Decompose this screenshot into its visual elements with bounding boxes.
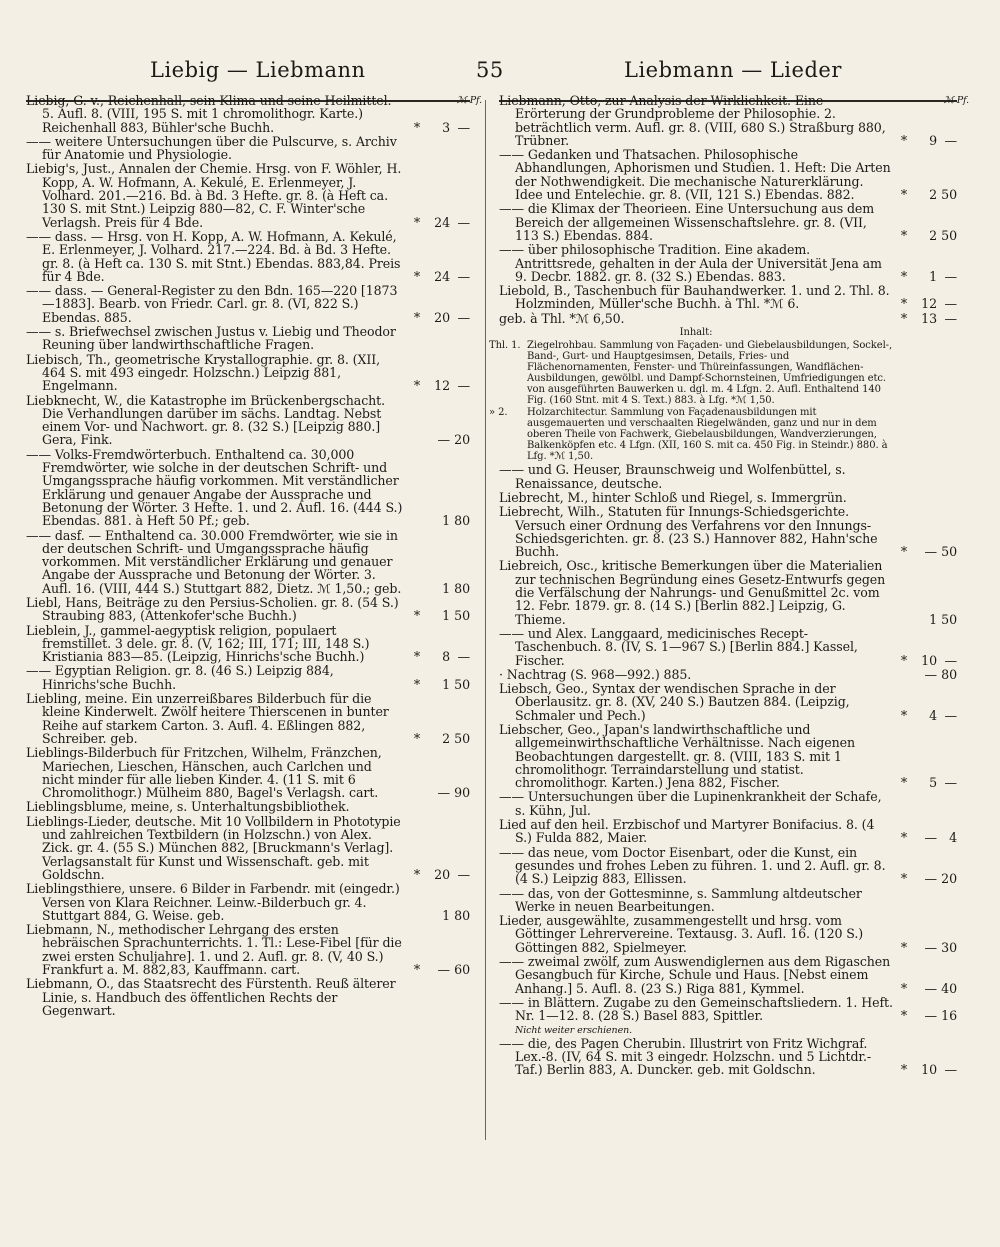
price-pf-amount: —: [944, 1062, 957, 1078]
price-mark: *: [413, 378, 421, 394]
entry-text: —— dass. — General-Register zu den Bdn. 165—220 [1873—1883]. Bearb. von Friedr. Carl. gr. 8. (VI, 822 S.) Ebendas. 885.: [26, 283, 398, 325]
header-right: Liebmann — Lieder: [624, 58, 842, 82]
entry-price: [408, 514, 470, 527]
contents-text: Ziegelrohbau. Sammlung von Façaden- und Giebelausbildungen, Sockel-, Band-, Gurt- und Hauptgesimsen, Details, Fries- und Flächenornamenten, Fenster- und Thüreinfassungen, Wandflächen-Ausbildungen, gewölbl. und Dampf-Schornsteinen, Umfriedigungen etc. von ausgeführten Bauwerken u. dgl. m. 4 Lfgn. 2. Aufl. Enthaltend 140 Fig. (160 Stnt. mit 4 S. Text.) 883. à Lfg. *ℳ 1,50.: [527, 340, 893, 407]
catalog-entry: [499, 723, 957, 789]
entry-text: —— die, des Pagen Cherubin. Illustrirt von Fritz Wichgraf. Lex.-8. (IV, 64 S. mit 3 eingedr. Holzschn. und 5 Lichtdr.-Taf.) Berlin 883, A. Duncker. geb. mit Goldschn.: [499, 1035, 872, 1078]
entry-price: [895, 270, 957, 283]
price-mark-amount: 13: [921, 310, 937, 326]
entry-price: [408, 121, 470, 134]
entry-price: [408, 800, 470, 813]
entry-text: Liebrecht, Wilh., Statuten für Innungs-Schiedsgerichte. Versuch einer Ordnung des Verfahrens vor den Innungs-Schiedsgerichten. gr. 8. (23 S.) Hannover 882, Hahn'sche Buchh.: [499, 504, 878, 560]
entry-text: Lieblingsthiere, unsere. 6 Bilder in Farbendr. mit (eingedr.) Versen von Klara Reichner. Leinw.-Bilderbuch gr. 4. Stuttgart 884, G. Weise. geb.: [26, 881, 400, 923]
catalog-entry: [26, 977, 470, 1017]
entry-price: [408, 270, 470, 283]
entry-text: Liebsch, Geo., Syntax der wendischen Sprache in der Oberlausitz. gr. 8. (XV, 240 S.) Bautzen 884. (Leipzig, Schmaler und Pech.): [499, 681, 850, 723]
entry-text: geb. à Thl. *ℳ 6,50.: [499, 310, 625, 326]
entry-text: —— Egyptian Religion. gr. 8. (46 S.) Leipzig 884, Hinrichs'sche Buchh.: [26, 663, 334, 692]
price-mark-amount: —: [924, 1008, 937, 1024]
price-pf-amount: 80: [454, 907, 470, 923]
entry-text: Lieder, ausgewählte, zusammengestellt und hrsg. vom Göttinger Lehrervereine. Textausg. 3. Aufl. 16. (120 S.) Göttingen 882, Spielmeyer.: [499, 913, 864, 955]
catalog-entry: [26, 448, 470, 528]
entry-price: [895, 545, 957, 558]
catalog-entry: [26, 325, 470, 352]
price-pf-amount: 80: [454, 580, 470, 596]
price-pf-amount: 50: [454, 608, 470, 624]
price-mark-amount: 2: [442, 730, 450, 746]
entry-text: Liebig's, Just., Annalen der Chemie. Hrsg. von F. Wöhler, H. Kopp, A. W. Hofmann, A. Kekulé, E. Erlenmeyer, J. Volhard. 201.—216. Bd. à Bd. 3 Hefte. gr. 8. (à Heft ca. 130 S. mit Stnt.) Leipzig 880—82, C. F. Winter'sche Verlagsh. Preis für 4 Bde.: [26, 161, 402, 230]
price-mark: *: [413, 649, 421, 665]
entry-text: —— Gedanken und Thatsachen. Philosophische Abhandlungen, Aphorismen und Studien. 1. Heft: Die Arten der Nothwendigkeit. Die mechanische Naturerklärung. Idee und Entelechie. gr. 8. (VII, 121 S.) Ebendas. 882.: [499, 147, 891, 203]
catalog-entry: [26, 94, 470, 134]
entry-text: Liebmann, Otto, zur Analysis der Wirklichkeit. Eine Erörterung der Grundprobleme der Philosophie. 2. beträchtlich verm. Aufl. gr. 8. (VIII, 680 S.) Straßburg 880, Trübner.: [499, 93, 886, 148]
catalog-entry: [26, 923, 470, 976]
price-mark-amount: 10: [921, 652, 937, 668]
entry-price: [895, 1009, 957, 1022]
price-pf-amount: —: [457, 214, 470, 230]
price-mark: *: [900, 544, 908, 560]
price-mark-amount: —: [924, 939, 937, 955]
price-mark: *: [413, 730, 421, 746]
entry-price: [408, 338, 470, 351]
price-pf-amount: —: [944, 296, 957, 312]
entry-price: [408, 433, 470, 446]
price-mark: *: [413, 608, 421, 624]
left-column: [26, 93, 482, 1018]
price-pf-amount: —: [457, 119, 470, 135]
price-mark-amount: 5: [929, 775, 937, 791]
price-mark-amount: —: [437, 785, 450, 801]
entry-text: Liebig, G. v., Reichenhall, sein Klima und seine Heilmittel. 5. Aufl. 8. (VIII, 195 S. mit 1 chromolithogr. Karte.) Reichenhall 883, Bühler'sche Buchh.: [26, 93, 392, 135]
catalog-entry: [26, 353, 470, 393]
currency-label-left: ℳ Pf.: [456, 95, 482, 106]
entry-text: —— und G. Heuser, Braunschweig und Wolfenbüttel, s. Renaissance, deutsche.: [499, 462, 846, 491]
price-mark: *: [900, 296, 908, 312]
entry-price: [895, 312, 957, 325]
entry-price: [408, 1004, 470, 1017]
entry-price: [895, 668, 957, 681]
price-pf-amount: —: [944, 652, 957, 668]
entry-text: —— die Klimax der Theorieen. Eine Untersuchung aus dem Bereich der allgemeinen Wissenschaftslehre. gr. 8. (VII, 113 S.) Ebendas. 884.: [499, 201, 875, 243]
entry-price: [408, 786, 470, 799]
price-pf-amount: 16: [941, 1008, 957, 1024]
entry-price: [895, 188, 957, 201]
entry-price: [408, 148, 470, 161]
price-pf-amount: 80: [454, 513, 470, 529]
entry-price: [895, 491, 957, 504]
entry-text: Liebrecht, M., hinter Schloß und Riegel, s. Immergrün.: [499, 489, 847, 505]
price-mark-amount: 1: [929, 611, 937, 627]
price-mark-amount: 12: [434, 378, 450, 394]
catalog-entry: [499, 914, 957, 954]
entry-price: [895, 654, 957, 667]
price-pf-amount: 40: [941, 980, 957, 996]
price-mark: *: [900, 132, 908, 148]
price-pf-amount: 30: [941, 939, 957, 955]
catalog-entry: [499, 996, 957, 1023]
price-mark: *: [900, 939, 908, 955]
entry-text: —— dasf. — Enthaltend ca. 30.000 Fremdwörter, wie sie in der deutschen Schrift- und Umgangssprache häufig vorkommen. Mit verständlicher Erklärung und genauer Angabe der Aussprache und Betonung der Wörter. 3. Aufl. 16. (VIII, 444 S.) Stuttgart 882, Dietz. ℳ 1,50.; geb.: [26, 527, 402, 596]
entry-price: [408, 963, 470, 976]
entry-text: —— s. Briefwechsel zwischen Justus v. Liebig und Theodor Reuning über landwirthschaftliche Fragen.: [26, 324, 396, 353]
price-mark: *: [900, 268, 908, 284]
catalog-entry: [26, 230, 470, 283]
entry-text: Liebmann, O., das Staatsrecht des Fürstenth. Reuß älterer Linie, s. Handbuch des öffentlichen Rechts der Gegenwart.: [26, 976, 396, 1018]
entry-price: [408, 732, 470, 745]
catalog-entry: [499, 1037, 957, 1077]
entry-price: [895, 982, 957, 995]
entry-price: [895, 831, 957, 844]
price-pf-amount: —: [457, 866, 470, 882]
catalog-entry: [499, 790, 957, 817]
catalog-entry: [499, 243, 957, 283]
price-mark-amount: —: [924, 666, 937, 682]
right-column: [489, 93, 969, 1078]
price-mark-amount: 1: [442, 580, 450, 596]
price-mark-amount: 1: [442, 608, 450, 624]
entry-price: [895, 477, 957, 490]
price-pf-amount: —: [944, 268, 957, 284]
entry-text: · Nachtrag (S. 968—992.) 885.: [499, 666, 692, 682]
price-mark-amount: 12: [921, 296, 937, 312]
entry-text: Lied auf den heil. Erzbischof und Martyrer Bonifacius. 8. (4 S.) Fulda 882, Maier.: [499, 817, 875, 846]
price-mark-amount: 20: [434, 866, 450, 882]
entry-price: [895, 1063, 957, 1076]
price-mark-amount: 24: [434, 268, 450, 284]
entry-text: Liebisch, Th., geometrische Krystallographie. gr. 8. (XII, 464 S. mit 493 eingedr. Holzschn.) Leipzig 881, Engelmann.: [26, 351, 380, 394]
price-mark-amount: 24: [434, 214, 450, 230]
price-mark: *: [900, 187, 908, 203]
price-mark-amount: 1: [929, 268, 937, 284]
price-pf-amount: 50: [941, 611, 957, 627]
price-pf-amount: —: [944, 132, 957, 148]
entry-text: Liebscher, Geo., Japan's landwirthschaftliche und allgemeinwirthschaftliche Verhältnisse. Nach eigenen Beobachtungen dargestellt. gr. 8. (VIII, 183 S. mit 1 chromolithogr. Terraindarstellung und statist. chromolithogr. Karten.) Jena 882, Fischer.: [499, 721, 855, 791]
price-mark-amount: —: [924, 830, 937, 846]
catalog-entry: [499, 955, 957, 995]
entry-text: —— das neue, vom Doctor Eisenbart, oder die Kunst, ein gesundes und frohes Leben zu führen. 1. und 2. Aufl. gr. 8. (4 S.) Leipzig 883, Ellissen.: [499, 844, 886, 887]
catalog-entry: [26, 800, 470, 813]
catalog-entry: [26, 692, 470, 745]
catalog-entry: [499, 668, 957, 681]
entry-text: —— zweimal zwölf, zum Auswendiglernen aus dem Rigaschen Gesangbuch für Kirche, Schule und Haus. [Nebst einem Anhang.] 5. Aufl. 8. (23 S.) Riga 881, Kymmel.: [499, 954, 891, 996]
entry-text: —— Volks-Fremdwörterbuch. Enthaltend ca. 30,000 Fremdwörter, wie solche in der deutschen Schrift- und Umgangssprache häufig vorkommen. Mit verständlicher Erklärung und genauer Angabe der Aussprache und Betonung der Wörter. 3 Hefte. 1. und 2. Aufl. 16. (444 S.) Ebendas. 881. à Heft 50 Pf.; geb.: [26, 446, 403, 529]
price-pf-amount: 4: [949, 830, 957, 846]
catalog-entry: [499, 887, 957, 914]
entry-price: [895, 804, 957, 817]
entry-price: [895, 872, 957, 885]
entry-price: [895, 941, 957, 954]
price-mark-amount: 8: [442, 649, 450, 665]
price-pf-amount: —: [457, 309, 470, 325]
entry-text: Liebling, meine. Ein unzerreißbares Bilderbuch für die kleine Kinderwelt. Zwölf heitere Thierscenen in bunter Reihe auf starkem Carton. 3. Aufl. 4. Eßlingen 882, Schreiber. geb.: [26, 691, 389, 746]
catalog-entry: [499, 312, 957, 325]
entry-text: —— in Blättern. Zugabe zu den Gemeinschaftsliedern. 1. Heft. Nr. 1—12. 8. (28 S.) Basel 883, Spittler.: [499, 994, 893, 1024]
price-mark: *: [413, 214, 421, 230]
entry-price: [408, 609, 470, 622]
catalog-entry: [26, 596, 470, 623]
price-mark: *: [413, 676, 421, 692]
entry-text: Lieblein, J., gammel-aegyptisk religion, populaert fremstillet. 3 dele. gr. 8. (V, 162; III, 171; III, 148 S.) Kristiania 883—85. (Leipzig, Hinrichs'sche Buchh.): [26, 622, 370, 665]
column-divider: [485, 100, 486, 1140]
price-mark: *: [900, 871, 908, 887]
price-pf-amount: 50: [941, 544, 957, 560]
entry-text: —— dass. — Hrsg. von H. Kopp, A. W. Hofmann, A. Kekulé, E. Erlenmeyer, J. Volhard. 217.—224. Bd. à Bd. 3 Hefte. gr. 8. (à Heft ca. 130 S. mit Stnt.) Ebendas. 883,84. Preis für 4 Bde.: [26, 228, 401, 284]
catalog-entry: [499, 682, 957, 722]
price-mark: *: [900, 227, 908, 243]
price-pf-amount: —: [944, 775, 957, 791]
catalog-entry: [499, 559, 957, 625]
price-mark-amount: 1: [442, 513, 450, 529]
price-mark: *: [413, 309, 421, 325]
price-mark-amount: 20: [434, 309, 450, 325]
entry-text: Liebl, Hans, Beiträge zu den Persius-Scholien. gr. 8. (54 S.) Straubing 883, (Attenkofer'sche Buchh.): [26, 594, 399, 624]
price-mark-amount: —: [437, 962, 450, 977]
price-mark: *: [413, 119, 421, 135]
price-pf-amount: 20: [941, 871, 957, 887]
price-mark-amount: 4: [929, 707, 937, 723]
entry-price: [895, 900, 957, 913]
entry-price: [408, 379, 470, 392]
entry-text: —— und Alex. Langgaard, medicinisches Recept-Taschenbuch. 8. (IV, S. 1—967 S.) [Berlin 884.] Kassel, Fischer.: [499, 625, 858, 668]
price-mark: *: [900, 980, 908, 996]
price-mark-amount: —: [924, 980, 937, 996]
entry-price: [408, 650, 470, 663]
entry-price: [895, 613, 957, 626]
entry-price: [895, 709, 957, 722]
entry-text: Lieblings-Lieder, deutsche. Mit 10 Vollbildern in Phototypie und zahlreichen Textbildern (in Holzschn.) von Alex. Zick. gr. 4. (55 S.) München 882, [Bruckmann's Verlag]. Verlagsanstalt für Kunst und Wissenschaft. geb. mit Goldschn.: [26, 813, 401, 882]
catalog-entry: [499, 202, 957, 242]
catalog-entry: [499, 505, 957, 558]
price-mark-amount: 1: [442, 907, 450, 923]
catalog-entry: [499, 284, 957, 311]
catalog-entry: [499, 148, 957, 201]
price-mark: *: [900, 775, 908, 791]
entry-price: [408, 582, 470, 595]
currency-label-right: ℳ Pf.: [943, 95, 969, 106]
price-mark-amount: —: [924, 544, 937, 560]
catalog-entry: [26, 394, 470, 447]
header-left: Liebig — Liebmann: [150, 58, 366, 82]
catalog-entry: [26, 162, 470, 228]
running-header: [0, 58, 1000, 92]
catalog-entry: [499, 463, 957, 490]
entry-price: [408, 678, 470, 691]
contents-label: » 2.: [489, 407, 508, 419]
entry-text: Liebmann, N., methodischer Lehrgang des ersten hebräischen Sprachunterrichts. 1. Tl.: Lese-Fibel [für die zwei ersten Schuljahre]. 1. und 2. Aufl. gr. 8. (V, 40 S.) Frankfurt a. M. 882,83, Kauffmann. cart.: [26, 922, 402, 977]
entry-text: Liebreich, Osc., kritische Bemerkungen über die Materialien zur technischen Begründung eines Gesetz-Entwurfs gegen die Verfälschung der Nahrungs- und Genußmittel 2c. vom 12. Febr. 1879. gr. 8. (14 S.) [Berlin 882.] Leipzig, G. Thieme.: [499, 558, 886, 627]
catalog-entry: [499, 818, 957, 845]
entry-text: —— Untersuchungen über die Lupinenkrankheit der Schafe, s. Kühn, Jul.: [499, 789, 882, 818]
entry-text: —— weitere Untersuchungen über die Pulscurve, s. Archiv für Anatomie und Physiologie.: [26, 133, 397, 163]
catalog-entry: [26, 624, 470, 664]
catalog-entry: [26, 284, 470, 324]
price-mark-amount: 3: [442, 119, 450, 135]
catalog-entry: [26, 882, 470, 922]
price-mark-amount: 9: [929, 132, 937, 148]
price-pf-amount: 90: [454, 785, 470, 801]
entry-text: —— über philosophische Tradition. Eine akadem. Antrittsrede, gehalten in der Aula der Universität Jena am 9. Decbr. 1882. gr. 8. (32 S.) Ebendas. 883.: [499, 242, 882, 284]
price-pf-amount: —: [944, 310, 957, 326]
entry-price: [408, 311, 470, 324]
entry-price: [895, 134, 957, 147]
price-mark-amount: 2: [929, 187, 937, 203]
price-pf-amount: 50: [454, 676, 470, 692]
price-pf-amount: —: [457, 649, 470, 665]
price-pf-amount: 50: [941, 227, 957, 243]
price-mark-amount: —: [924, 871, 937, 887]
price-pf-amount: —: [457, 268, 470, 284]
price-mark-amount: 2: [929, 227, 937, 243]
catalog-entry: [499, 94, 957, 147]
price-mark: *: [900, 652, 908, 668]
catalog-entry: [499, 491, 957, 504]
price-pf-amount: 20: [454, 432, 470, 448]
catalog-entry: [26, 664, 470, 691]
contents-heading: Inhalt:: [679, 327, 713, 339]
entry-price: [408, 909, 470, 922]
catalog-entry: [26, 815, 470, 881]
price-mark: *: [900, 830, 908, 846]
entry-price: [895, 776, 957, 789]
catalog-entry: [499, 627, 957, 667]
entry-text: —— das, von der Gottesminne, s. Sammlung altdeutscher Werke in neuen Bearbeitungen.: [499, 885, 862, 914]
price-pf-amount: —: [457, 378, 470, 394]
price-mark-amount: —: [437, 432, 450, 448]
entry-price: [895, 297, 957, 310]
catalog-entry: [26, 135, 470, 162]
entry-price: [895, 229, 957, 242]
price-pf-amount: 80: [941, 666, 957, 682]
price-pf-amount: —: [944, 707, 957, 723]
contents-item: [489, 407, 957, 463]
catalog-entry: [26, 529, 470, 595]
contents-label: Thl. 1.: [489, 340, 521, 352]
entry-text: Liebknecht, W., die Katastrophe im Brückenbergschacht. Die Verhandlungen darüber im sächs. Landtag. Nebst einem Vor- und Nachwort. gr. 8. (32 S.) [Leipzig 880.] Gera, Fink.: [26, 392, 386, 448]
price-mark-amount: 10: [921, 1062, 937, 1078]
price-mark: *: [900, 1062, 908, 1078]
price-mark: *: [900, 707, 908, 723]
entry-price: [408, 868, 470, 881]
price-mark: *: [413, 866, 421, 882]
price-pf-amount: 60: [454, 962, 470, 977]
price-mark-amount: 1: [442, 676, 450, 692]
price-mark: *: [413, 268, 421, 284]
price-mark: *: [413, 962, 421, 977]
entry-price: [408, 216, 470, 229]
entry-text: Liebold, B., Taschenbuch für Bauhandwerker. 1. und 2. Thl. 8. Holzminden, Müller'sche Buchh. à Thl. *ℳ 6.: [499, 283, 890, 312]
price-pf-amount: 50: [941, 187, 957, 203]
entry-text: Lieblings-Bilderbuch für Fritzchen, Wilhelm, Fränzchen, Mariechen, Lieschen, Hänschen, auch Carlchen und nicht minder für alle lieben Kinder. 4. (11 S. mit 6 Chromolithogr.) Mülheim 880, Bagel's Verlagsh. cart.: [26, 745, 382, 801]
footnote: Nicht weiter erschienen.: [515, 1024, 633, 1036]
contents-item: [489, 340, 957, 407]
price-mark: *: [900, 310, 908, 326]
contents-text: Holzarchitectur. Sammlung von Façadenausbildungen mit ausgemauerten und verschaalten Riegelwänden, ganz und nur in dem oberen Theile von Fachwerk, Giebelausbildungen, Wandverzierungen, Balkenköpfen etc. 4 Lfgn. (XII, 160 S. mit ca. 450 Fig. in Steindr.) 880. à Lfg. *ℳ 1,50.: [527, 407, 888, 463]
catalog-entry: [26, 746, 470, 799]
price-mark: *: [900, 1008, 908, 1024]
entry-text: Lieblingsblume, meine, s. Unterhaltungsbibliothek.: [26, 799, 350, 815]
page-number: 55: [476, 58, 504, 82]
catalog-entry: [499, 846, 957, 886]
price-pf-amount: 50: [454, 730, 470, 746]
